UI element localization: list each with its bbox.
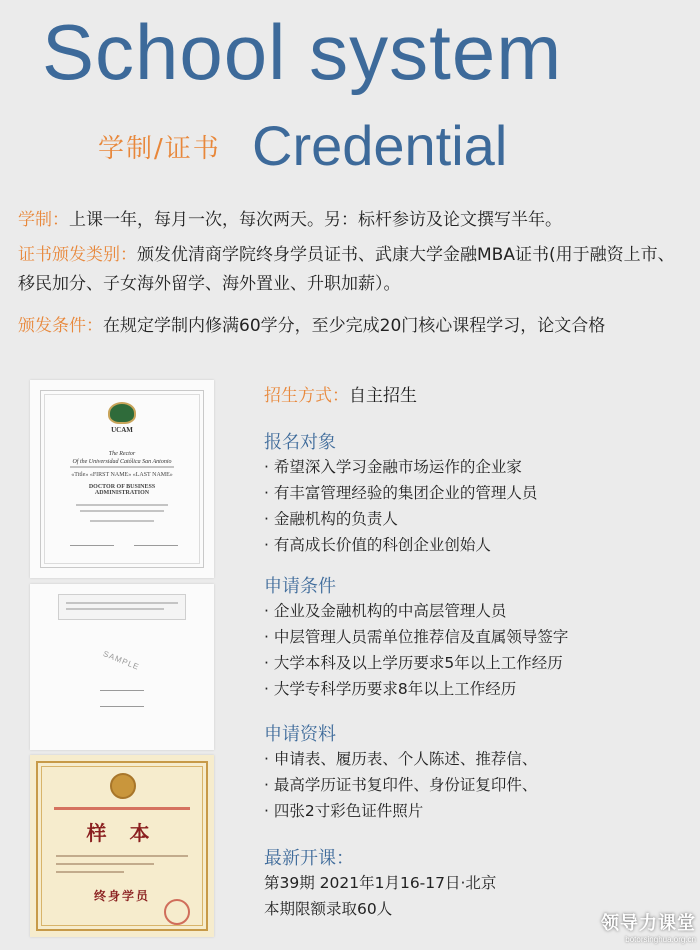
watermark-sub: botorsinghua.org.cn <box>625 935 696 944</box>
certificate-label: 证书颁发类别： <box>18 245 137 265</box>
subtitle-en: Credential <box>252 114 508 177</box>
seal-icon <box>164 899 190 925</box>
certificate-university-name: UCAM <box>111 426 133 434</box>
audience-list <box>264 454 684 558</box>
list-item: · 最高学历证书复印件、身份证复印件、 <box>264 772 684 798</box>
certificate-image-ucam <box>30 380 214 578</box>
emblem-icon <box>110 773 136 799</box>
list-item: · 大学本科及以上学历要求5年以上工作经历 <box>264 650 684 676</box>
requirements-heading: 申请条件 <box>264 576 336 597</box>
list-item: · 四张2寸彩色证件照片 <box>264 798 684 824</box>
duration-value: 上课一年，每月一次，每次两天。另：标杆参访及论文撰写半年。 <box>69 210 562 230</box>
enrollment-label: 招生方式： <box>264 386 349 406</box>
opening-session: 第39期 2021年1月16-17日·北京 <box>264 874 497 892</box>
enrollment-method <box>264 382 684 410</box>
certificate-info <box>18 241 686 299</box>
certificate-image-lifetime <box>30 755 214 937</box>
page-title: School system <box>42 8 563 96</box>
condition-value: 在规定学制内修满60学分，至少完成20门核心课程学习，论文合格 <box>103 316 606 336</box>
sample-watermark: SAMPLE <box>101 649 141 672</box>
list-item: · 申请表、履历表、个人陈述、推荐信、 <box>264 746 684 772</box>
list-item: · 有丰富管理经验的集团企业的管理人员 <box>264 480 684 506</box>
certificate-name-line: «Title» «FIRST NAME» «LAST NAME» <box>71 472 173 478</box>
subtitle-cn: 学制/证书 <box>98 134 221 164</box>
duration-info <box>18 206 686 235</box>
enrollment-value: 自主招生 <box>349 386 417 406</box>
opening-heading: 最新开课： <box>264 848 354 869</box>
condition-info <box>18 312 686 341</box>
requirements-list <box>264 598 684 702</box>
audience-heading: 报名对象 <box>264 432 336 453</box>
watermark <box>601 909 696 944</box>
crest-icon <box>108 402 136 424</box>
list-item: · 企业及金融机构的中高层管理人员 <box>264 598 684 624</box>
certificate-sample-cn: 样 本 <box>86 821 158 845</box>
list-item: · 大学专科学历要求8年以上工作经历 <box>264 676 684 702</box>
certificate-image-sample <box>30 584 214 750</box>
list-item: · 希望深入学习金融市场运作的企业家 <box>264 454 684 480</box>
certificate-value: 颁发优清商学院终身学员证书、武康大学金融MBA证书(用于融资上市、移民加分、子女海外留学、海外置业、升职加薪）。 <box>18 245 675 294</box>
certificate-lifetime-label: 终身学员 <box>93 889 150 903</box>
opening-quota: 本期限额录取60人 <box>264 900 393 918</box>
certificate-degree-line: DOCTOR OF BUSINESS ADMINISTRATION <box>88 484 156 496</box>
watermark-main: 领导力课堂 <box>601 913 696 934</box>
list-item: · 有高成长价值的科创企业创始人 <box>264 532 684 558</box>
condition-label: 颁发条件： <box>18 316 103 336</box>
list-item: · 中层管理人员需单位推荐信及直属领导签字 <box>264 624 684 650</box>
certificate-rector-text: The Rector Of the Universidad Católica San Antonio <box>72 451 172 465</box>
materials-heading: 申请资料 <box>264 724 336 745</box>
duration-label: 学制： <box>18 210 69 230</box>
materials-list <box>264 746 684 824</box>
list-item: · 金融机构的负责人 <box>264 506 684 532</box>
